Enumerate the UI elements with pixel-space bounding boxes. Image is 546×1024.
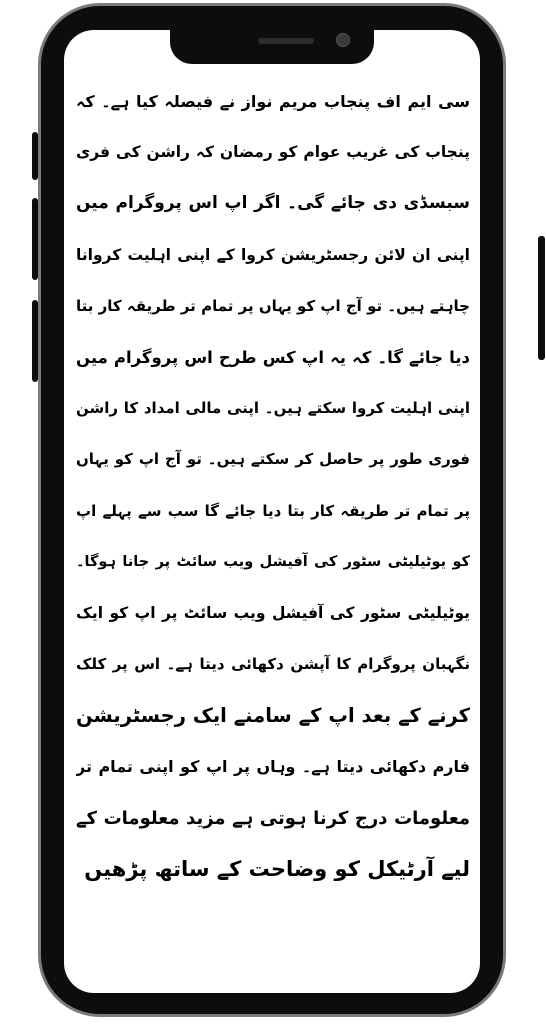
article-line: یوٹیلیٹی سٹور کی آفیشل ویب سائٹ پر اپ کو ایک (76, 603, 470, 622)
article-line: چاہتے ہیں۔ تو آج اپ کو یہاں پر تمام تر طریقہ کار بتا (76, 296, 470, 315)
front-camera-icon (336, 33, 350, 47)
article-body (76, 76, 470, 895)
speaker-grille (258, 38, 314, 44)
article-line: سبسڈی دی جائے گی۔ اگر اپ اس پروگرام میں (76, 193, 470, 214)
article-line: فوری طور پر حاصل کر سکتے ہیں۔ تو آج اپ کو یہاں (76, 450, 470, 469)
article-line: سی ایم اف پنجاب مریم نواز نے فیصلہ کیا ہے۔ کہ (76, 92, 470, 111)
article-line: کرنے کے بعد اپ کے سامنے ایک رجسٹریشن (76, 704, 470, 728)
article-line: معلومات درج کرنا ہوتی ہے مزید معلومات کے (76, 807, 470, 829)
article-line: لیے آرٹیکل کو وضاحت کے ساتھ پڑھیں (84, 856, 470, 881)
article-line: پر تمام تر طریقہ کار بتا دیا جائے گا سب سے پہلے اپ (76, 501, 470, 520)
article-line: نگہبان پروگرام کا آپشن دکھائی دیتا ہے۔ اس پر کلک (76, 655, 470, 674)
article-line: فارم دکھائی دیتا ہے۔ وہاں پر اپ کو اپنی تمام تر (76, 757, 470, 777)
article-line: دیا جائے گا۔ کہ یہ اپ کس طرح اس پروگرام میں (76, 347, 470, 367)
power-button (538, 236, 545, 360)
article-line: پنجاب کی غریب عوام کو رمضان کہ راشن کی فری (76, 143, 470, 162)
article-line: اپنی ان لائن رجسٹریشن کروا کے اپنی اہلیت کروانا (76, 245, 470, 264)
article-line: اپنی اہلیت کروا سکتے ہیں۔ اپنی مالی امداد کا راشن (76, 399, 470, 418)
article-line: کو یوٹیلیٹی سٹور کی آفیشل ویب سائٹ پر جانا ہوگا۔ (76, 553, 470, 570)
